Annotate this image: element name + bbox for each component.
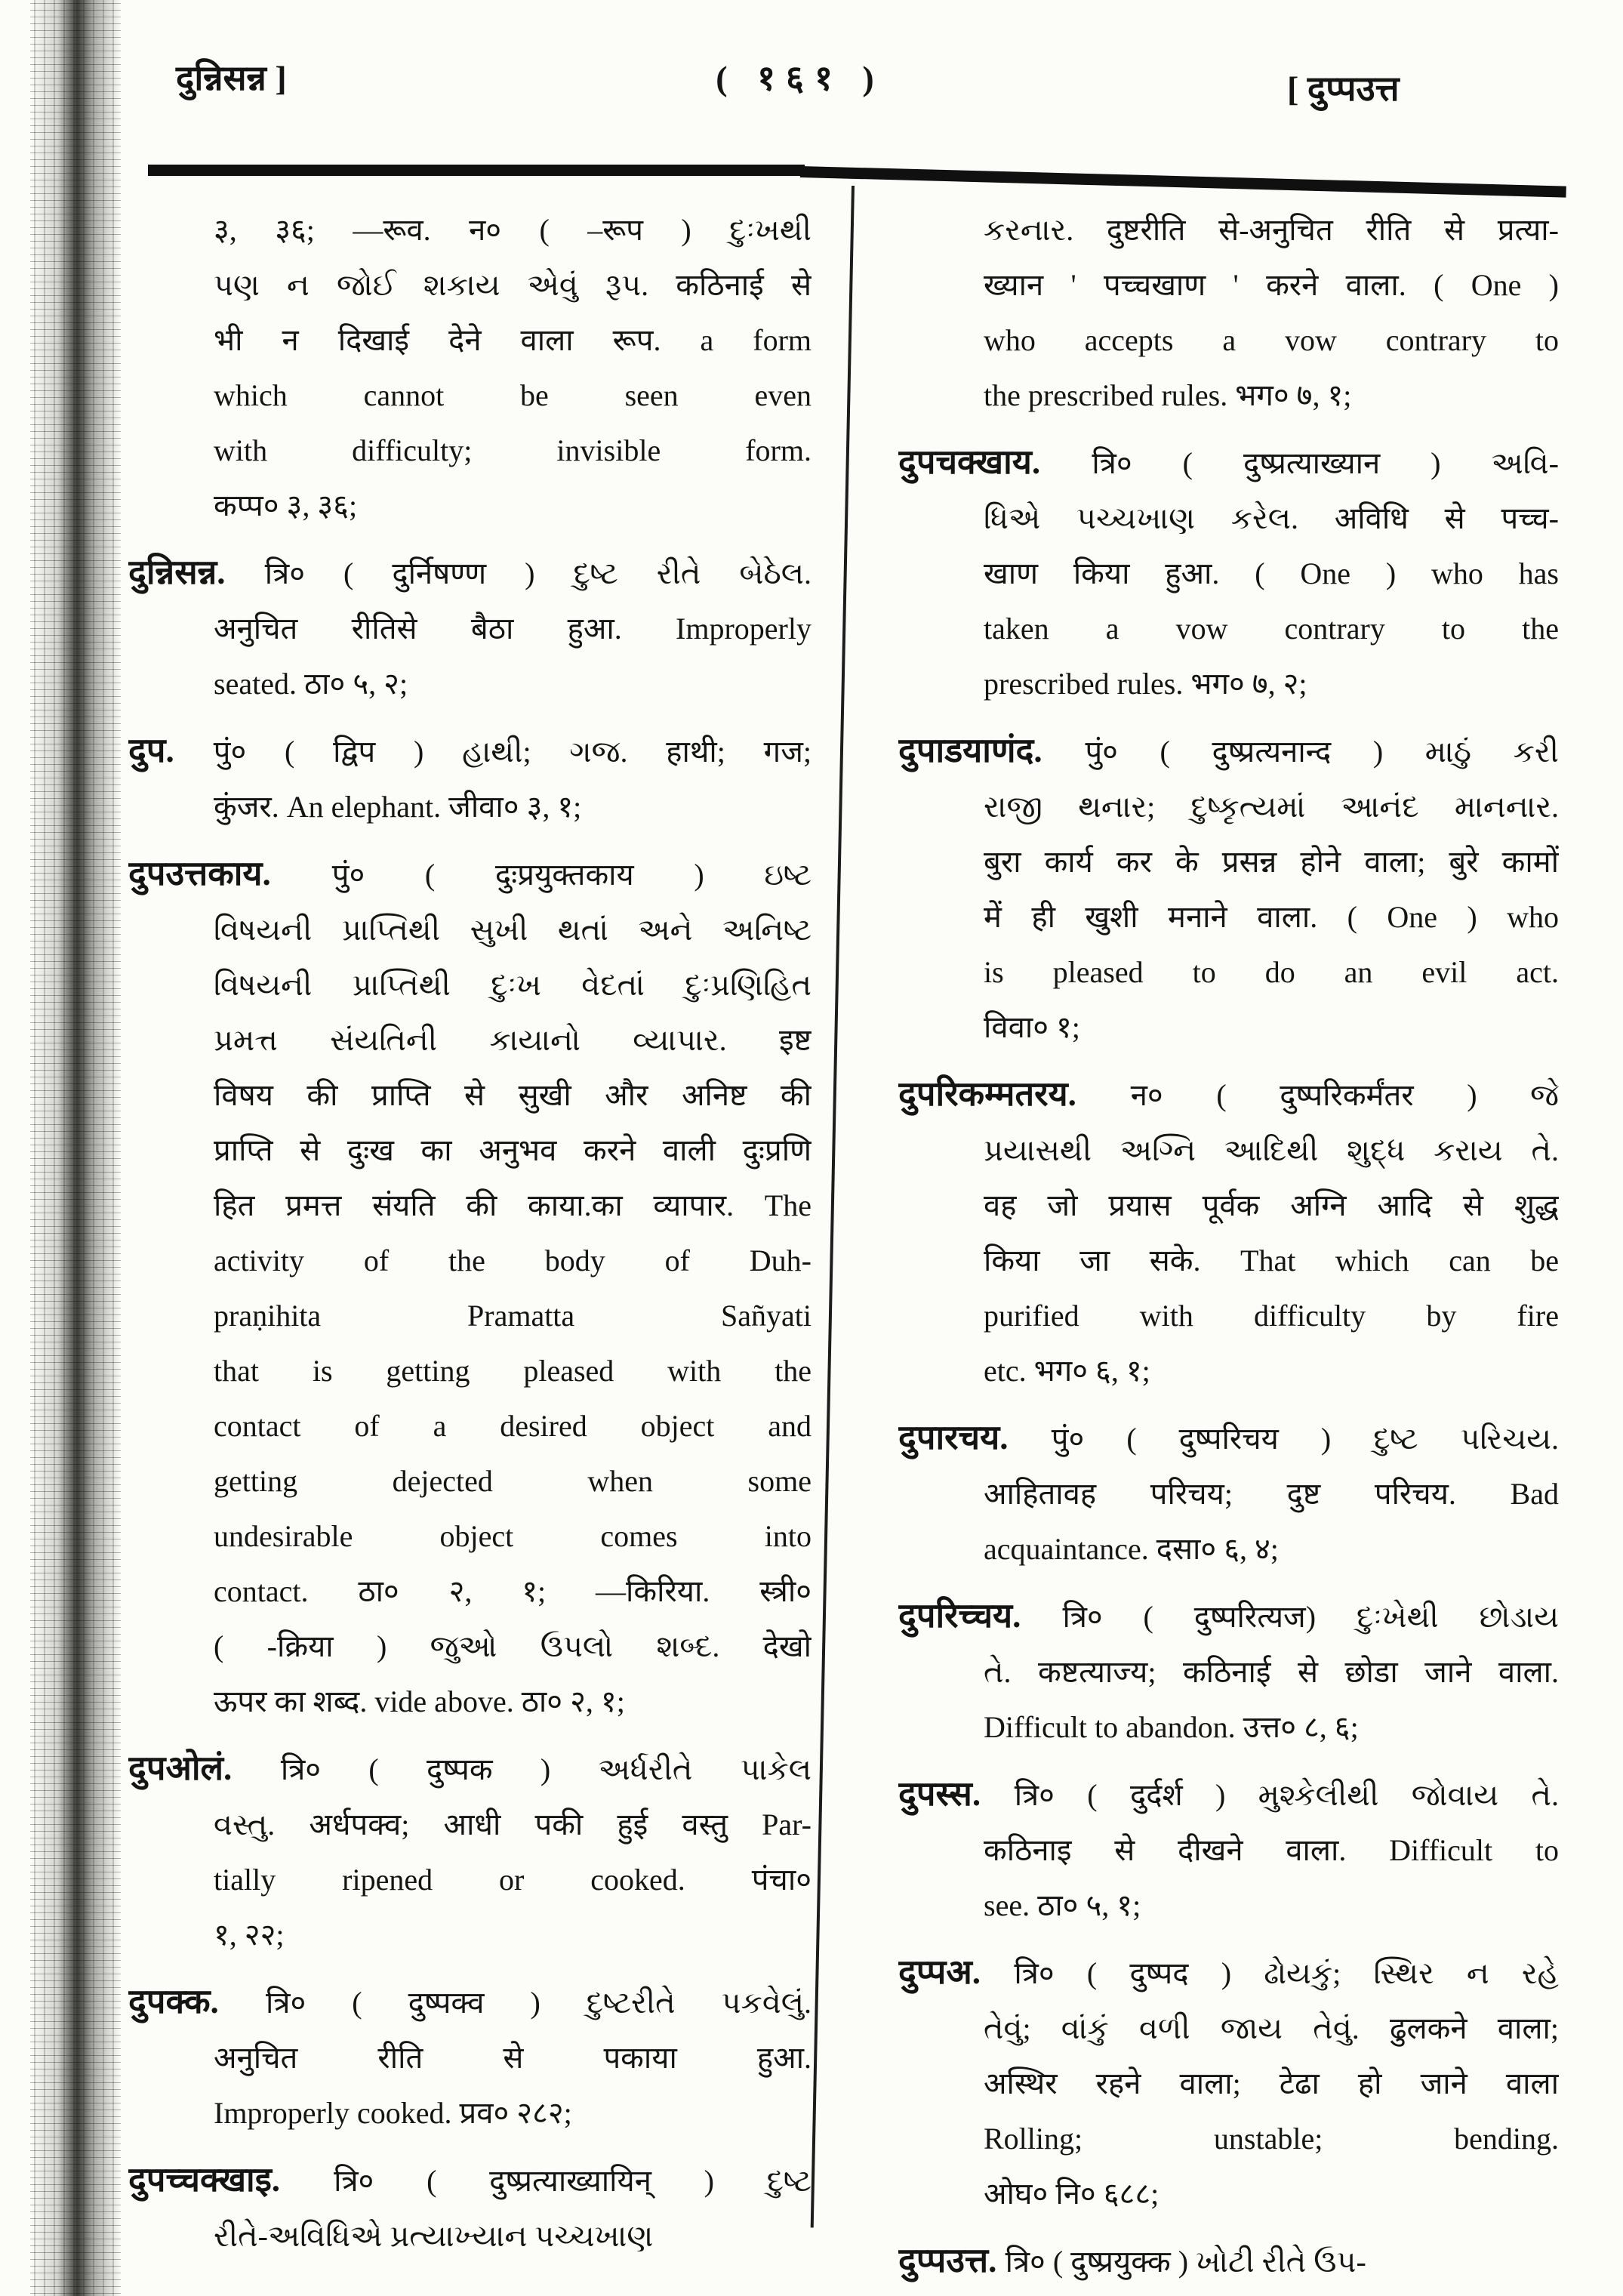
entry-line: ३, ३६; —रूव. न० ( –रूप ) દુઃખથી — [214, 213, 812, 247]
dictionary-entry — [898, 1067, 1559, 1398]
entry-line: undesirable object comes into — [214, 1519, 812, 1553]
entry-line: दुप्पअ. त्रि० ( दुष्पद ) ઢોયકું; સ્થિર ન રહે — [898, 1953, 1559, 1991]
entry-line: તેવું; વાંકું વળી જાય તેવું. ढुलकने वाला; — [984, 2011, 1559, 2045]
entry-line: is pleased to do an evil act. — [984, 955, 1559, 989]
dictionary-entry — [128, 2153, 812, 2264]
entry-line: ख्यान ' पच्चखाण ' करने वाला. ( One ) — [984, 268, 1559, 302]
entry-line: अनुचित रीति से पकाया हुआ. — [214, 2041, 812, 2075]
entry-line: રીતે-અવિધિએ પ્રત્યાખ્યાન પચ્ચખાણ — [214, 2219, 654, 2253]
entry-line: दुपारचय. पुं० ( दुष्परिचय ) દુષ્ટ પરિચય. — [898, 1419, 1559, 1456]
header-guide-word-right: [ दुप्पउत्त — [1287, 69, 1400, 108]
entry-line: दुपच्चक्खाइ. त्रि० ( दुष्प्रत्याख्यायिन् ) દુષ્ટ — [128, 2161, 812, 2199]
column-divider-rule — [811, 186, 855, 2228]
entry-line: दुन्निसन्न. त्रि० ( दुर्निषण्ण ) દુષ્ટ રીતે બેઠેલ. — [128, 553, 812, 591]
entry-line: વિષયની પ્રાપ્તિથી સુખી થતાં અને અનિષ્ટ — [214, 913, 812, 947]
entry-line: etc. भग० ६, १; — [984, 1354, 1150, 1388]
entry-line: contact. ठा० २, १; —किरिया. स्त्री० — [214, 1574, 812, 1608]
entry-line: તે. कष्टत्याज्य; कठिनाई से छोडा जाने वाला. — [984, 1655, 1559, 1689]
dictionary-entry — [128, 545, 812, 711]
left-column — [128, 202, 812, 2276]
entry-headword: दुप्पअ. — [898, 1953, 1015, 1991]
entry-line: विषय की प्राप्ति से सुखी और अनिष्ट की — [214, 1078, 812, 1112]
entry-line: अस्थिर रहने वाला; टेढा हो जाने वाला — [984, 2066, 1559, 2100]
entry-line: दुपचक्खाय. त्रि० ( दुष्प्रत्याख्यान ) અવિ- — [898, 443, 1559, 481]
entry-line: see. ठा० ५, १; — [984, 1888, 1141, 1922]
entry-line: પ્રમત્ત સંયતિની કાયાનો વ્યાપાર. इष्ट — [214, 1023, 812, 1057]
entry-line: आहितावह परिचय; दुष्ट परिचय. Bad — [984, 1477, 1559, 1511]
entry-line: दुपओलं. त्रि० ( दुष्पक ) અર્ધરીતે પાકેલ — [128, 1749, 812, 1787]
entry-headword: दुप. — [128, 732, 214, 769]
dictionary-entry — [128, 202, 812, 533]
entry-line: ( -क्रिया ) જુઓ ઉપલો શબ્દ. देखो — [214, 1629, 812, 1663]
dictionary-entry — [898, 1589, 1559, 1755]
entry-line: विवा० १; — [984, 1010, 1080, 1044]
entry-headword: दुन्निसन्न. — [128, 553, 265, 591]
entry-line: વિષયની પ્રાપ્તિથી દુઃખ વેદતાં દુઃપ્રણિહિત — [214, 968, 812, 1002]
entry-line: પ્રયાસથી અગ્નિ આદિથી શુદ્ધ કરાય તે. — [984, 1133, 1559, 1167]
entry-line: दुपरिच्चय. त्रि० ( दुष्परित्यज) દુઃખેથી છોડાય — [898, 1597, 1559, 1635]
entry-line: which cannot be seen even — [214, 378, 812, 412]
header-guide-word-left: दुन्निसन्न ] — [176, 59, 287, 97]
entry-headword: दुपचक्खाय. — [898, 443, 1092, 481]
entry-line: कप्प० ३, ३६; — [214, 488, 358, 522]
dictionary-entry — [128, 1741, 812, 1962]
entry-line: contact of a desired object and — [214, 1409, 812, 1443]
entry-line: दुपरिकम्मतरय. न० ( दुष्परिकर्मंतर ) જે — [898, 1075, 1559, 1113]
entry-headword: दुपारचय. — [898, 1419, 1052, 1456]
right-column — [898, 202, 1559, 2296]
entry-line: ધિએ પચ્ચખાણ કરેલ. अविधि से पच्च- — [984, 501, 1559, 535]
entry-line: Improperly cooked. प्रव० २८२; — [214, 2096, 572, 2130]
entry-line: with difficulty; invisible form. — [214, 433, 812, 467]
entry-line: दुप. पुं० ( द्विप ) હાથી; ગજ. हाथी; गज; — [128, 732, 812, 769]
entry-headword: दुपरिच्चय. — [898, 1597, 1063, 1635]
entry-headword: दुप्पउत्त. — [898, 2242, 1006, 2279]
entry-headword: दुपउत्तकाय. — [128, 855, 332, 892]
entry-line: tially ripened or cooked. पंचा० — [214, 1863, 812, 1897]
entry-line: પણ ન જોઈ શકાય એવું રૂપ. कठिनाई से — [214, 268, 812, 302]
entry-line: praṇihita Pramatta Sañyati — [214, 1299, 812, 1333]
scan-edge-artifact — [30, 0, 121, 2296]
entry-line: किया जा सके. That which can be — [984, 1244, 1559, 1277]
dictionary-entry — [898, 1410, 1559, 1576]
entry-line: दुपक्क. त्रि० ( दुष्पक्व ) દુષ્ટરીતે પકવેલું. — [128, 1983, 812, 2020]
dictionary-entry — [898, 202, 1559, 423]
page-number: ( १६१ ) — [716, 59, 885, 97]
entry-line: भी न दिखाई देने वाला रूप. a form — [214, 323, 812, 357]
entry-line: taken a vow contrary to the — [984, 612, 1559, 646]
entry-line: that is getting pleased with the — [214, 1354, 812, 1388]
entry-headword: दुपच्चक्खाइ. — [128, 2161, 334, 2199]
dictionary-entry — [128, 723, 812, 834]
entry-line: activity of the body of Duh- — [214, 1244, 812, 1277]
dictionary-entry — [128, 1974, 812, 2140]
entry-line: दुपउत्तकाय. पुं० ( दुःप्रयुक्तकाय ) ઇષ્ટ — [128, 855, 812, 892]
entry-line: खाण किया हुआ. ( One ) who has — [984, 556, 1559, 590]
entry-line: ऊपर का शब्द. vide above. ठा० २, १; — [214, 1684, 625, 1718]
dictionary-entry — [898, 1945, 1559, 2221]
dictionary-entry — [898, 435, 1559, 711]
dictionary-entry — [898, 723, 1559, 1055]
entry-headword: दुपस्स. — [898, 1775, 1015, 1813]
entry-line: રાજી થનાર; દુષ્કૃત્યમાં આનંદ માનનાર. — [984, 790, 1559, 824]
entry-line: १, २२; — [214, 1918, 285, 1952]
entry-line: Difficult to abandon. उत्त० ८, ६; — [984, 1710, 1359, 1744]
entry-line: प्राप्ति से दुःख का अनुभव करने वाली दुःप्रणि — [214, 1133, 812, 1167]
entry-headword: दुपरिकम्मतरय. — [898, 1075, 1131, 1113]
entry-line: कठिनाइ से दीखने वाला. Difficult to — [984, 1833, 1559, 1867]
entry-line: getting dejected when some — [214, 1464, 812, 1498]
entry-line: Rolling; unstable; bending. — [984, 2122, 1559, 2156]
entry-line: વસ્તુ. अर्धपक्व; आधी पकी हुई वस्तु Par- — [214, 1808, 812, 1841]
entry-line: हित प्रमत्त संयति की काया.का व्यापार. The — [214, 1188, 812, 1222]
entry-headword: दुपाडयाणंद. — [898, 732, 1086, 769]
header-rule-right-segment — [800, 166, 1566, 198]
entry-line: the prescribed rules. भग० ७, १; — [984, 378, 1352, 412]
entry-line: who accepts a vow contrary to — [984, 323, 1559, 357]
entry-line: बुरा कार्य कर के प्रसन्न होने वाला; बुरे कामों — [984, 845, 1559, 879]
entry-line: में ही खुशी मनाने वाला. ( One ) who — [984, 900, 1559, 934]
entry-line: दुपस्स. त्रि० ( दुर्दर्श ) મુશ્કેલીથી જોવાય તે. — [898, 1775, 1559, 1813]
entry-line: अनुचित रीतिसे बैठा हुआ. Improperly — [214, 612, 812, 646]
dictionary-entry — [898, 1767, 1559, 1933]
entry-line: prescribed rules. भग० ७, २; — [984, 667, 1307, 701]
entry-line: वह जो प्रयास पूर्वक अग्नि आदि से शुद्ध — [984, 1188, 1559, 1222]
entry-line: कुंजर. An elephant. जीवा० ३, १; — [214, 790, 582, 824]
entry-line: seated. ठा० ५, २; — [214, 667, 408, 701]
dictionary-entry — [128, 846, 812, 1729]
entry-line: दुप्पउत्त. त्रि० ( दुष्प्रयुक्क ) ખોટી રીતે ઉપ- — [898, 2242, 1366, 2279]
header-rule-left-segment — [148, 165, 805, 176]
entry-line: acquaintance. दसा० ६, ४; — [984, 1532, 1279, 1566]
dictionary-entry — [898, 2233, 1559, 2289]
entry-headword: दुपओलं. — [128, 1749, 281, 1787]
entry-line: કરનાર. दुष्टरीति से-अनुचित रीति से प्रत्या- — [984, 213, 1559, 247]
entry-line: ओघ० नि० ६८८; — [984, 2177, 1160, 2211]
entry-headword: दुपक्क. — [128, 1983, 266, 2020]
entry-line: purified with difficulty by fire — [984, 1299, 1559, 1333]
entry-line: दुपाडयाणंद. पुं० ( दुष्प्रत्यनान्द ) માઠું કરી — [898, 732, 1559, 769]
